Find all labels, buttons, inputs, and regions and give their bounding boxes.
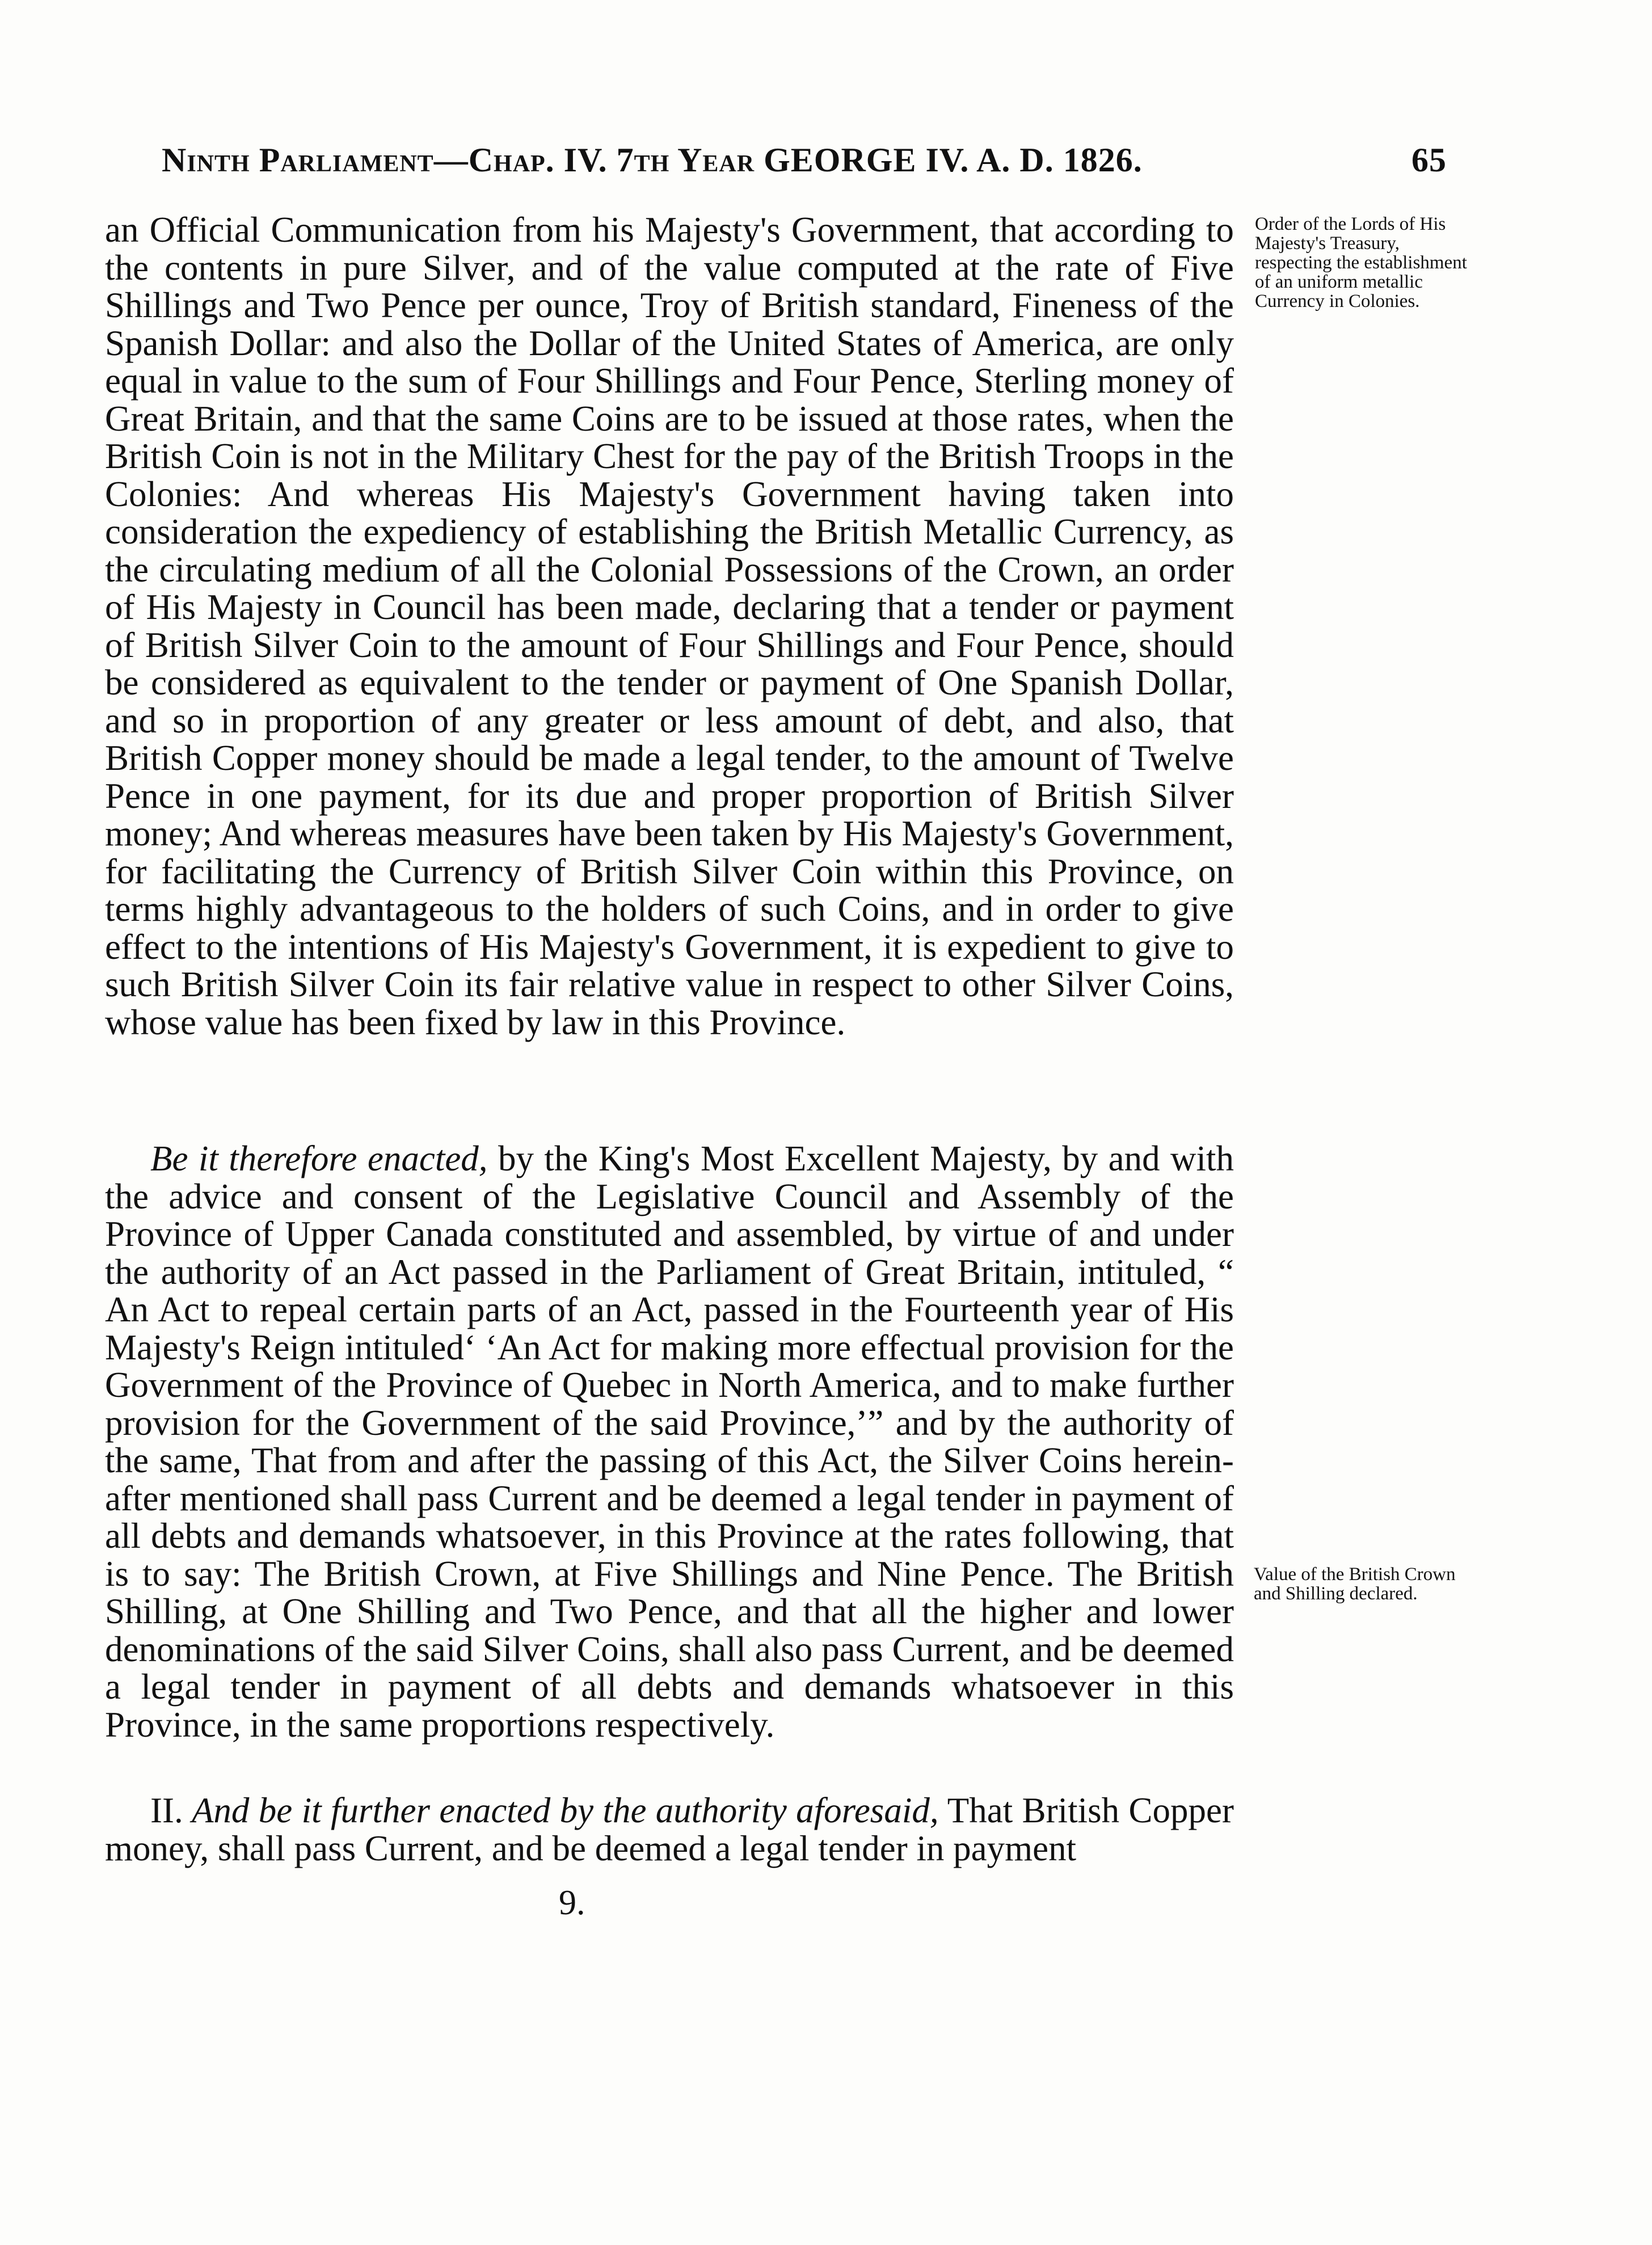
enacting-lead: Be it therefore enacted, <box>150 1139 488 1178</box>
enacting-body: by the King's Most Excellent Majesty, by and with the advice and consent of the Legislative Council and Assembly of the Province of Upper Canada constituted and assembled, by virtue of and under the authority of an Act passed in the Parliament of Great Britain, intituled, “ An Act to repeal certain parts of an Act, passed in the Fourteenth year of His Majesty's Reign intituled‘ ‘An Act for making more effectual provision for the Government of the Province of Quebec in North America, and to make further provision for the Government of the said Province,’” and by the authority of the same, That from and after the passing of this Act, the Silver Coins herein-after mentioned shall pass Current and be deemed a legal tender in payment of all debts and demands whatsoever, in this Province at the rates following, that is to say: The British Crown, at Five Shillings and Nine Pence. The British Shilling, at One Shilling and Two Pence, and that all the higher and lower denominations of the said Silver Coins, shall also pass Current, and be deemed a legal tender in payment of all debts and demands whatsoever in this Province, in the same proportions respectively. <box>105 1139 1234 1745</box>
paragraph-section-two <box>105 1792 1234 1867</box>
page-number: 65 <box>1411 141 1447 179</box>
section-two-body: That British Copper money, shall pass Current, and be deemed a legal tender in payment <box>105 1791 1234 1868</box>
section-two-lead: And be it further enacted by the authority aforesaid, <box>183 1791 939 1830</box>
paragraph-preamble <box>105 211 1234 1041</box>
paragraph-preamble-text: an Official Communication from his Majesty's Government, that according to the contents in pure Silver, and of the value computed at the rate of Five Shillings and Two Pence per ounce, Troy of British standard, Fineness of the Spanish Dollar: and also the Dollar of the United States of America, are only equal in value to the sum of Four Shillings and Four Pence, Sterling money of Great Britain, and that the same Coins are to be issued at those rates, when the British Coin is not in the Military Chest for the pay of the British Troops in the Colonies: And whereas His Majesty's Government having taken into consideration the expediency of establishing the British Metallic Currency, as the circulating medium of all the Colonial Possessions of the Crown, an order of His Majesty in Council has been made, declaring that a tender or payment of British Silver Coin to the amount of Four Shillings and Four Pence, should be considered as equivalent to the tender or payment of One Spanish Dollar, and so in proportion of any greater or less amount of debt, and also, that British Copper money should be made a legal tender, to the amount of Twelve Pence in one payment, for its due and proper proportion of British Silver money; And whereas measures have been taken by His Majesty's Government, for facilitating the Currency of British Silver Coin within this Province, on terms highly advantageous to the holders of such Coins, and in order to give effect to the intentions of His Majesty's Government, it is expedient to give to such British Silver Coin its fair relative value in respect to other Silver Coins, whose value has been fixed by law in this Province. <box>105 210 1234 1042</box>
signature-folio: 9. <box>559 1884 585 1922</box>
paragraph-section-two-text <box>105 1792 1234 1867</box>
section-number: II. <box>150 1791 183 1830</box>
margin-note-crown-shilling: Value of the British Crown and Shilling declared. <box>1254 1564 1456 1604</box>
margin-note-treasury-order: Order of the Lords of His Majesty's Treasury, respecting the establishment of an uniform metallic Currency in Colonies. <box>1255 214 1467 311</box>
running-head <box>162 141 1447 186</box>
paragraph-enacting-text <box>105 1140 1234 1743</box>
running-head-title: Ninth Parliament—Chap. IV. 7th Year GEORGE IV. A. D. 1826. <box>162 141 1143 179</box>
paragraph-enacting-clause <box>105 1140 1234 1743</box>
